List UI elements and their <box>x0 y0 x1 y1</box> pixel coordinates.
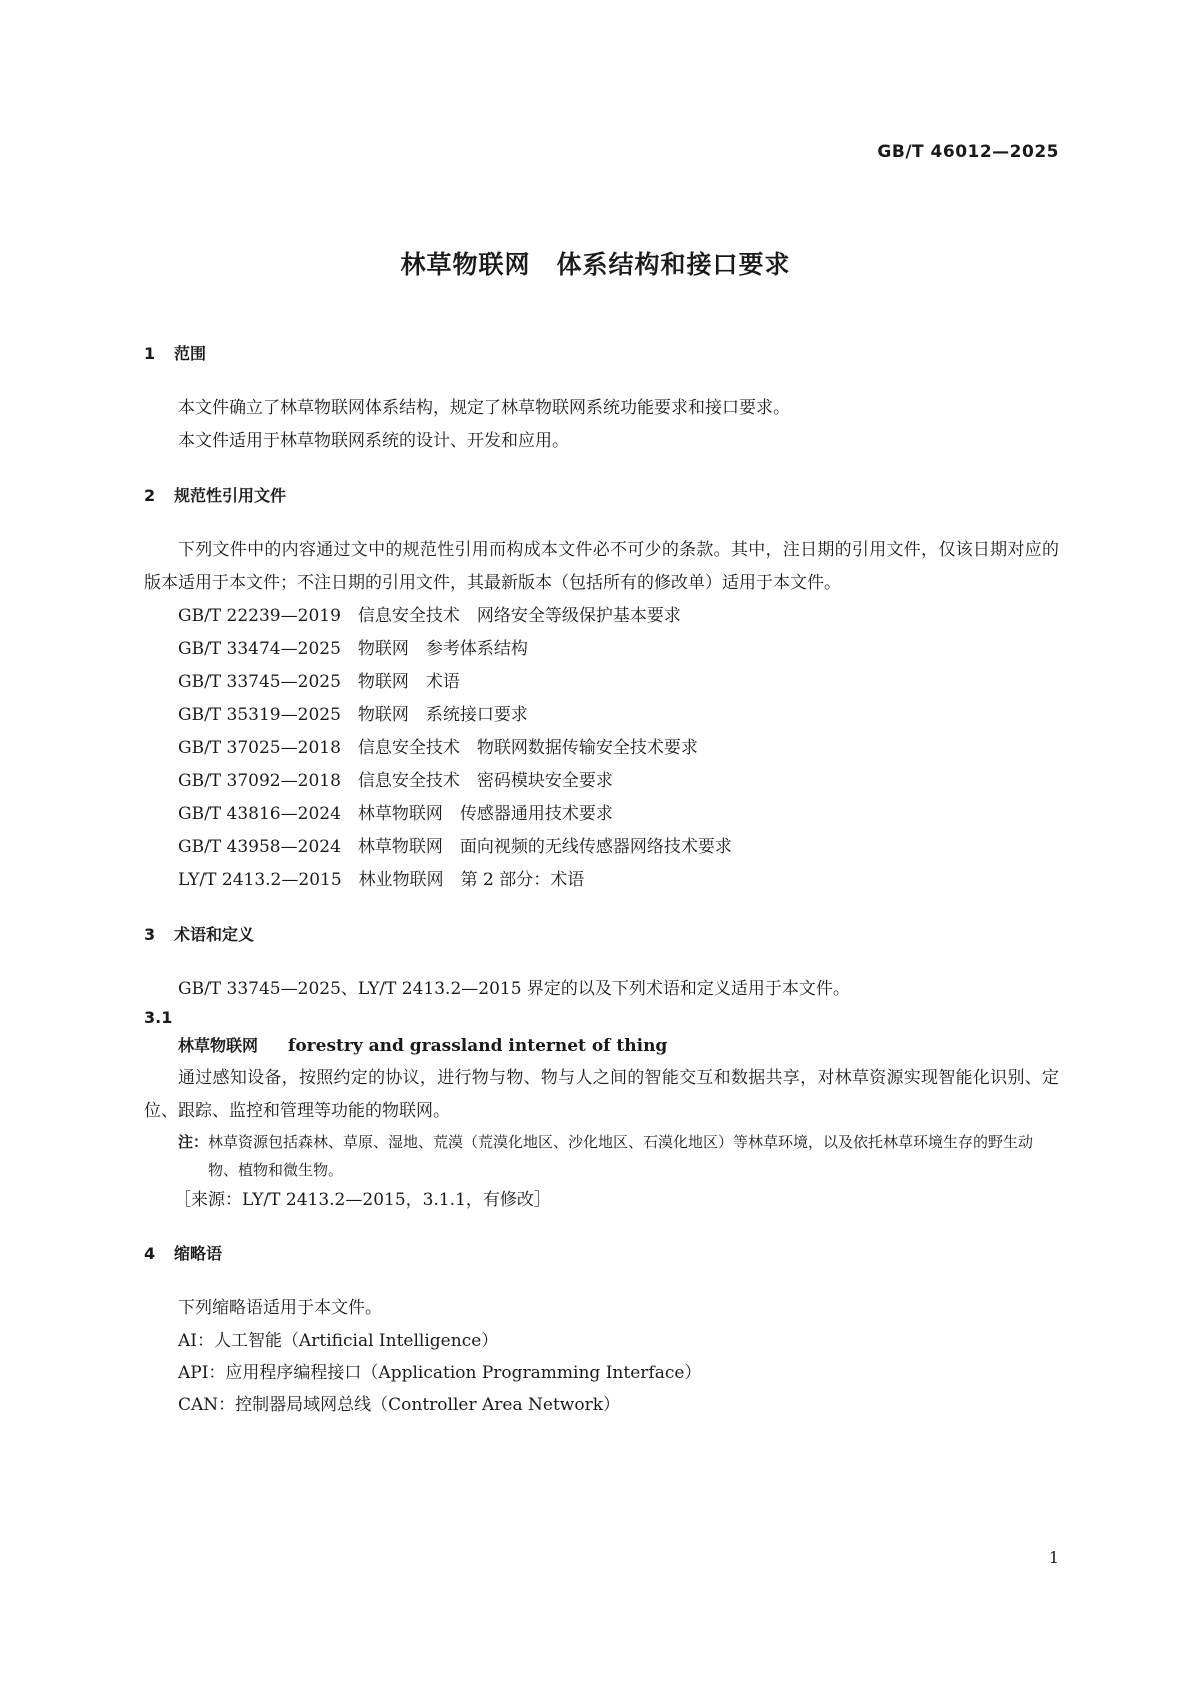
paragraph: 本文件适用于林草物联网系统的设计、开发和应用。 <box>178 431 569 451</box>
section-number: 2 <box>144 486 156 505</box>
section-heading-terms-and-definitions <box>144 923 1059 947</box>
paragraph: 本文件确立了林草物联网体系结构，规定了林草物联网系统功能要求和接口要求。 <box>178 398 790 418</box>
term-heading <box>144 1030 1059 1062</box>
paragraph: 下列文件中的内容通过文中的规范性引用而构成本文件必不可少的条款。其中，注日期的引用文件，仅该日期对应的版本适用于本文件；不注日期的引用文件，其最新版本（包括所有的修改单）适用于本文件。 <box>144 540 1059 593</box>
paragraph: 下列缩略语适用于本文件。 <box>178 1298 382 1318</box>
reference-item: GB/T 43958—2024 林草物联网 面向视频的无线传感器网络技术要求 <box>178 837 732 857</box>
note-label: 注： <box>178 1133 209 1151</box>
term-source: ［来源：LY/T 2413.2—2015，3.1.1，有修改］ <box>174 1190 551 1210</box>
reference-item: LY/T 2413.2—2015 林业物联网 第 2 部分：术语 <box>178 870 585 890</box>
term-note <box>144 1128 1059 1184</box>
term-number: 3.1 <box>144 1008 173 1027</box>
abbreviation-item: API：应用程序编程接口（Application Programming Interface） <box>178 1363 702 1383</box>
section-number: 1 <box>144 344 156 363</box>
section-title: 范围 <box>174 344 207 363</box>
reference-item: GB/T 37092—2018 信息安全技术 密码模块安全要求 <box>178 771 613 791</box>
reference-item: GB/T 33745—2025 物联网 术语 <box>178 672 460 692</box>
standard-code: GB/T 46012—2025 <box>877 142 1059 162</box>
document-title: 林草物联网 体系结构和接口要求 <box>400 250 791 279</box>
section-heading-scope <box>144 342 1059 366</box>
section-number: 4 <box>144 1244 156 1263</box>
note-text: 林草资源包括森林、草原、湿地、荒漠（荒漠化地区、沙化地区、石漠化地区）等林草环境，以及依托林草环境生存的野生动物、植物和微生物。 <box>208 1133 1034 1179</box>
term-definition: 通过感知设备，按照约定的协议，进行物与物、物与人之间的智能交互和数据共享，对林草资源实现智能化识别、定位、跟踪、监控和管理等功能的物联网。 <box>144 1068 1059 1121</box>
section-heading-normative-references <box>144 484 1059 508</box>
section-title: 缩略语 <box>174 1244 223 1263</box>
reference-item: GB/T 35319—2025 物联网 系统接口要求 <box>178 705 528 725</box>
term-name-en: forestry and grassland internet of thing <box>288 1036 668 1056</box>
section-title: 术语和定义 <box>174 925 255 944</box>
reference-item: GB/T 43816—2024 林草物联网 传感器通用技术要求 <box>178 804 613 824</box>
reference-item: GB/T 33474—2025 物联网 参考体系结构 <box>178 639 528 659</box>
section-title: 规范性引用文件 <box>174 486 287 505</box>
section-heading-abbreviations <box>144 1242 1059 1266</box>
reference-item: GB/T 37025—2018 信息安全技术 物联网数据传输安全技术要求 <box>178 738 698 758</box>
section-number: 3 <box>144 925 156 944</box>
reference-item: GB/T 22239—2019 信息安全技术 网络安全等级保护基本要求 <box>178 606 681 626</box>
paragraph: GB/T 33745—2025、LY/T 2413.2—2015 界定的以及下列术语和定义适用于本文件。 <box>178 979 850 999</box>
abbreviation-item: CAN：控制器局域网总线（Controller Area Network） <box>178 1395 620 1415</box>
term-name-zh: 林草物联网 <box>178 1036 259 1055</box>
abbreviation-item: AI：人工智能（Artificial Intelligence） <box>178 1331 499 1351</box>
page-number: 1 <box>1048 1548 1059 1567</box>
document-body <box>144 342 1059 1421</box>
